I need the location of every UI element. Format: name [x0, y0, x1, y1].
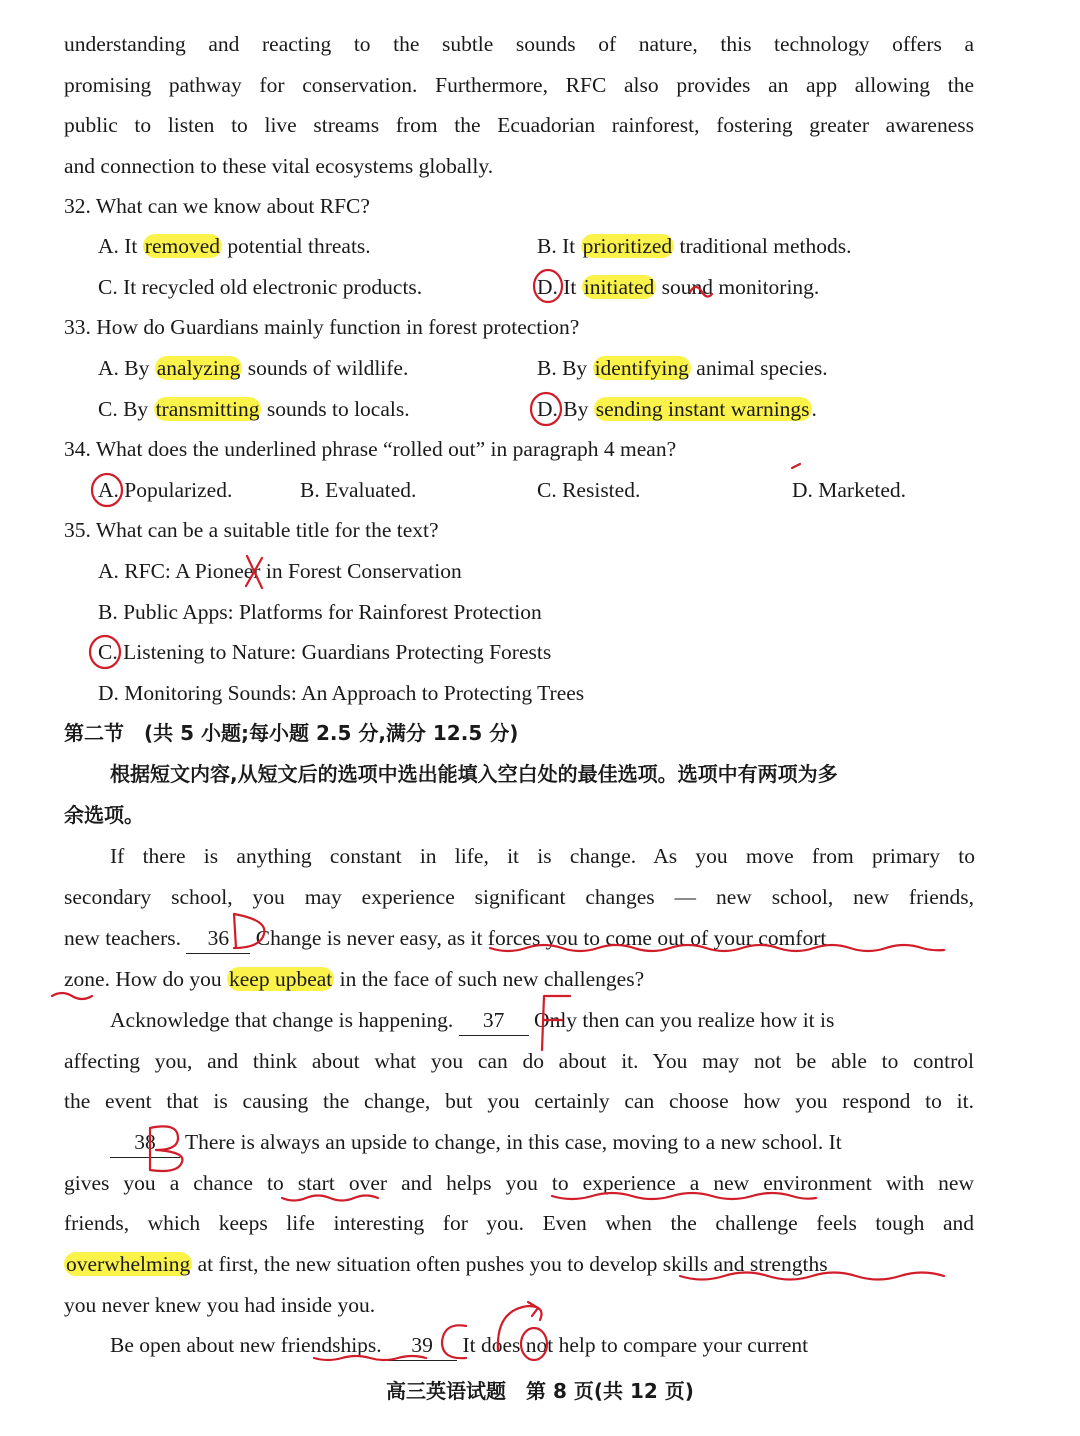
blank-39[interactable]: 39	[387, 1330, 457, 1361]
q34-option-d: D. Marketed.	[792, 478, 907, 502]
passage-line: If there is anything constant in life, it is change. As you move from primary to	[110, 844, 975, 868]
q34-option-b: B. Evaluated.	[300, 478, 417, 502]
question-33-stem: 33. How do Guardians mainly function in forest protection?	[64, 315, 580, 339]
q34-option-a: A. Popularized.	[98, 478, 233, 502]
passage-line: Be open about new friendships. 39 It does not help to compare your current	[110, 1330, 808, 1361]
q33-option-a: A. By analyzing sounds of wildlife.	[98, 356, 409, 380]
section-instruction: 根据短文内容,从短文后的选项中选出能填入空白处的最佳选项。选项中有两项为多	[110, 762, 838, 786]
question-34-stem: 34. What does the underlined phrase “rolled out” in paragraph 4 mean?	[64, 437, 677, 461]
q33-option-c: C. By transmitting sounds to locals.	[98, 397, 410, 421]
q35-option-a: A. RFC: A Pioneer in Forest Conservation	[98, 559, 462, 583]
passage-line: you never knew you had inside you.	[64, 1293, 376, 1317]
q32-option-c: C. It recycled old electronic products.	[98, 275, 423, 299]
q35-option-b: B. Public Apps: Platforms for Rainforest Protection	[98, 600, 542, 624]
blank-37[interactable]: 37	[459, 1005, 529, 1036]
passage-line: gives you a chance to start over and helps you to experience a new environment with new	[64, 1171, 974, 1195]
passage-line: new teachers. 36 Change is never easy, as it forces you to come out of your comfort	[64, 923, 826, 954]
section-instruction: 余选项。	[64, 803, 144, 827]
intro-line: and connection to these vital ecosystems globally.	[64, 154, 494, 178]
page-footer: 高三英语试题 第 8 页(共 12 页)	[386, 1379, 694, 1403]
q32-option-b: B. It prioritized traditional methods.	[537, 234, 852, 258]
blank-36[interactable]: 36	[186, 923, 250, 954]
blank-38[interactable]: 38	[110, 1127, 180, 1158]
q35-option-c: C. Listening to Nature: Guardians Protecting Forests	[98, 640, 552, 664]
passage-line: zone. How do you keep upbeat in the face of such new challenges?	[64, 967, 645, 991]
passage-line: Acknowledge that change is happening. 37 Only then can you realize how it is	[110, 1005, 834, 1036]
q32-option-d: D. It initiated sound monitoring.	[537, 275, 820, 299]
passage-line: 38 There is always an upside to change, in this case, moving to a new school. It	[110, 1127, 842, 1158]
intro-line: understanding and reacting to the subtle sounds of nature, this technology offers a	[64, 32, 974, 56]
q32-option-a: A. It removed potential threats.	[98, 234, 371, 258]
passage-line: secondary school, you may experience significant changes — new school, new friends,	[64, 885, 974, 909]
passage-line: affecting you, and think about what you can do about it. You may not be able to control	[64, 1049, 974, 1073]
question-32-stem: 32. What can we know about RFC?	[64, 194, 370, 218]
section-heading: 第二节 (共 5 小题;每小题 2.5 分,满分 12.5 分)	[64, 721, 519, 745]
passage-line: overwhelming at first, the new situation often pushes you to develop skills and strengths	[66, 1252, 828, 1276]
q33-option-b: B. By identifying animal species.	[537, 356, 828, 380]
intro-line: promising pathway for conservation. Furthermore, RFC also provides an app allowing the	[64, 73, 974, 97]
question-35-stem: 35. What can be a suitable title for the text?	[64, 518, 439, 542]
q33-option-d: D. By sending instant warnings.	[537, 397, 817, 421]
tick-mark	[792, 464, 800, 468]
intro-line: public to listen to live streams from the Ecuadorian rainforest, fostering greater awareness	[64, 113, 974, 137]
passage-line: the event that is causing the change, but you certainly can choose how you respond to it.	[64, 1089, 974, 1113]
q35-option-d: D. Monitoring Sounds: An Approach to Protecting Trees	[98, 681, 585, 705]
q34-option-c: C. Resisted.	[537, 478, 641, 502]
passage-line: friends, which keeps life interesting for you. Even when the challenge feels tough and	[64, 1211, 974, 1235]
